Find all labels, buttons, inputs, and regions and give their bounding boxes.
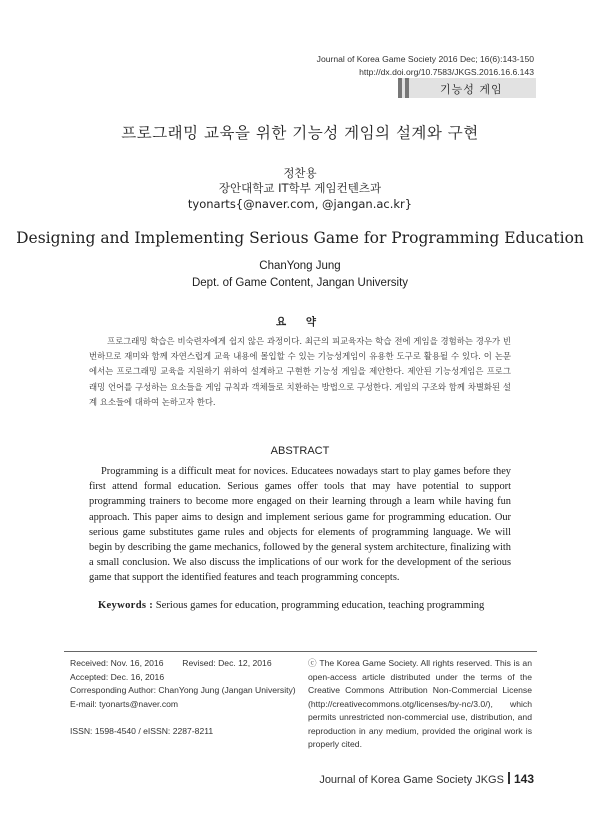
summary-korean: 프로그래밍 학습은 비숙련자에게 쉽지 않은 과정이다. 최근의 피교육자는 학습 전에 게임을 경험하는 경우가 빈번하므로 재미와 함께 자연스럽게 교육 내용에 몰입할 수 있는 기능성게임이 유용한 도구로 활용될 수 있다. 이 논문에서는 프로그래밍 교육을 지원하기 위하여 설계하고 구현한 기능성 게임을 제안한다. 제안된 기능성게임은 프로그래밍 언어를 구성하는 요소들을 게임 규칙과 객체들로 치환하는 방법으로 구성한다. 게임의 구조와 함께 차별화된 설계 요소들에 대하여 논하고자 한다.: [89, 336, 511, 407]
category-bar-decoration: [405, 78, 409, 98]
copyright-license: ⓒ The Korea Game Society. All rights reserved. This is an open-access article distributed under the terms of the Creative Commons Attribution Non-Commercial License (http://creativecommons.otg/licenses/by-nc/3.0/), which permits unrestricted non-commercial use, distribution, and reproduction in any medium, provided the original work is properly cited.: [308, 658, 532, 749]
abstract-heading: ABSTRACT: [270, 445, 330, 457]
footer-divider: [64, 651, 537, 652]
affiliation-korean: 장안대학교 IT학부 게임컨텐츠과: [218, 181, 382, 195]
paper-title-korean: 프로그래밍 교육을 위한 기능성 게임의 설계와 구현: [121, 124, 479, 142]
author-name-korean: 정찬용: [283, 166, 317, 180]
keywords-line: [98, 600, 484, 611]
category-bar-decoration: [398, 78, 402, 98]
author-email: tyonarts{@naver.com, @jangan.ac.kr}: [187, 197, 413, 211]
corresponding-author: Corresponding Author: ChanYong Jung (Jangan University): [70, 685, 296, 695]
category-label: 기능성 게임: [440, 83, 503, 96]
journal-citation: Journal of Korea Game Society 2016 Dec; 16(6):143-150: [316, 54, 534, 64]
received-revised-line: [70, 657, 296, 671]
footer-journal-name: Journal of Korea Game Society JKGS: [319, 774, 504, 786]
revised-date: Revised: Dec. 12, 2016: [182, 658, 272, 668]
paper-title-english: Designing and Implementing Serious Game for Programming Education: [16, 229, 584, 247]
affiliation-english: Dept. of Game Content, Jangan University: [191, 277, 409, 289]
corresponding-email: E-mail: tyonarts@naver.com: [70, 698, 179, 709]
doi-link[interactable]: http://dx.doi.org/10.7583/JKGS.2016.16.6.143: [359, 67, 534, 77]
keywords-list: Serious games for education, programming education, teaching programming: [155, 600, 485, 611]
accepted-date: Accepted: Dec. 16, 2016: [70, 671, 165, 682]
footer-separator: [508, 772, 510, 784]
keywords-label: Keywords :: [98, 600, 154, 611]
issn: ISSN: 1598-4540 / eISSN: 2287-8211: [70, 725, 214, 736]
received-date: Received: Nov. 16, 2016: [70, 658, 164, 668]
page-footer: [319, 772, 534, 786]
article-history: [70, 657, 296, 738]
summary-heading: 요 약: [276, 316, 324, 328]
author-name-english: ChanYong Jung: [259, 260, 341, 272]
abstract-english: Programming is a difficult meat for novices. Educatees nowadays start to play games before they first attend formal education. Serious games offer tools that may have potential to support programming trainers to become more engaged on their learning through a learn while having fun approach. This paper aims to design and implement serious game for programming education. Our serious game substitutes game rules and objects for elements of programming language. We will begin by describing the game mechanics, followed by the general system architecture, finalizing with a small conclusion. We also discuss the implications of our work for the development of the serious game that support the identified features and teach programming concepts.: [89, 466, 511, 584]
page-number: 143: [513, 772, 534, 786]
